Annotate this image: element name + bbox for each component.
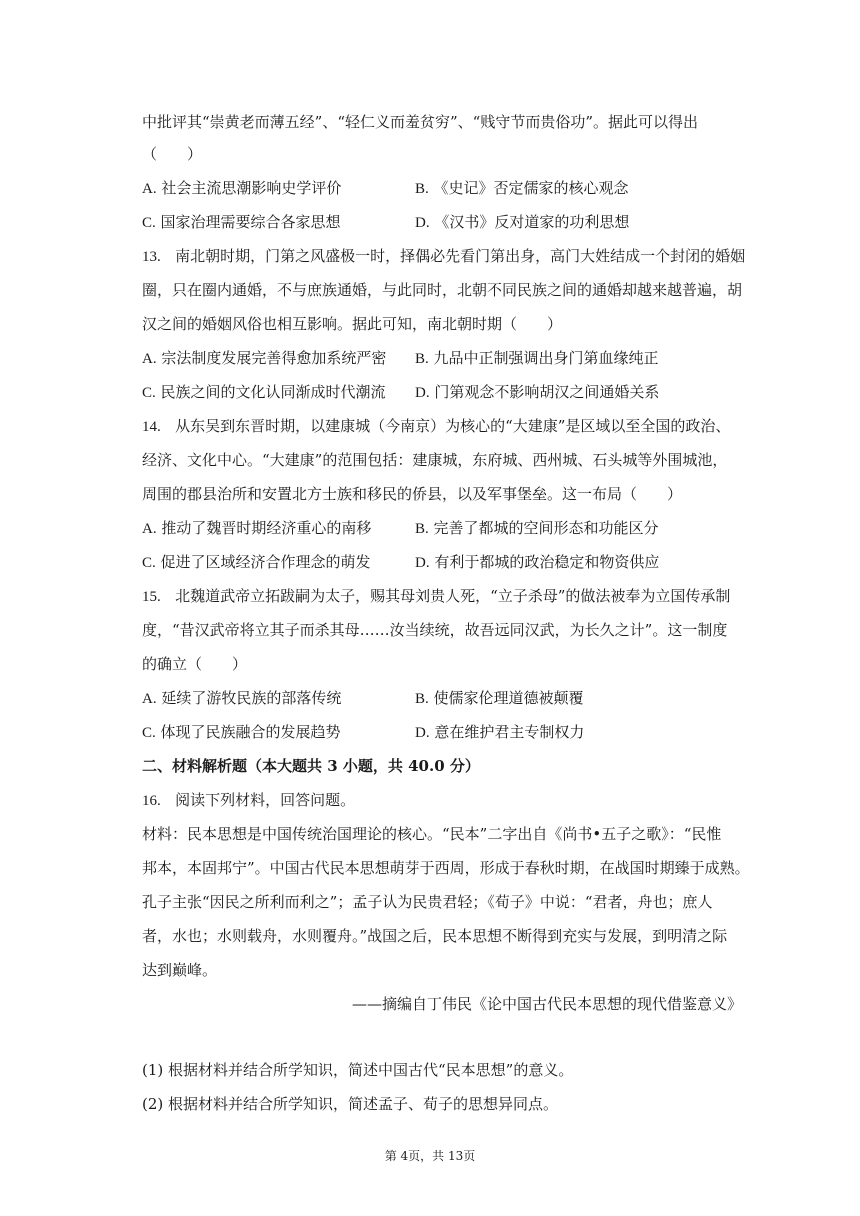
option-letter: C. — [142, 385, 156, 401]
q12-option-c[interactable] — [142, 212, 341, 233]
material-source: ——摘编自丁伟民《论中国古代民本思想的现代借鉴意义》 — [351, 995, 742, 1013]
q15-option-c[interactable] — [142, 722, 341, 743]
option-text: 体现了民族融合的发展趋势 — [160, 723, 341, 741]
option-letter: B. — [415, 351, 429, 367]
subquestion-2: (2) 根据材料并结合所学知识，简述孟子、荀子的思想异同点。 — [142, 1095, 559, 1113]
option-letter: B. — [415, 181, 429, 197]
option-text: 有利于都城的政治稳定和物资供应 — [434, 553, 660, 571]
q14-stem-line3: 周围的郡县治所和安置北方士族和移民的侨县，以及军事堡垒。这一布局（ ） — [142, 485, 683, 503]
option-letter: A. — [142, 351, 157, 367]
option-text: 《史记》否定儒家的核心观念 — [433, 179, 629, 197]
option-letter: A. — [142, 181, 157, 197]
option-text: 国家治理需要综合各家思想 — [160, 213, 341, 231]
q14-option-c[interactable] — [142, 552, 371, 573]
option-letter: D. — [415, 725, 430, 741]
option-text: 推动了魏晋时期经济重心的南移 — [161, 519, 372, 537]
material-line: 达到巅峰。 — [142, 961, 218, 979]
material-line: 者，水也；水则载舟，水则覆舟。”战国之后，民本思想不断得到充实与发展，到明清之际 — [142, 927, 728, 945]
q16-intro — [142, 790, 762, 811]
option-text: 延续了游牧民族的部落传统 — [161, 689, 342, 707]
q14-option-d[interactable] — [415, 552, 659, 573]
option-text: 宗法制度发展完善得愈加系统严密 — [161, 349, 387, 367]
question-number: 14. — [142, 419, 161, 435]
section-heading: 二、材料解析题（本大题共 3 小题，共 40.0 分） — [142, 757, 480, 775]
option-letter: A. — [142, 691, 157, 707]
q12-option-a[interactable] — [142, 178, 341, 199]
page-footer: 第 4页，共 13页 — [384, 1149, 476, 1163]
q13-stem-line1 — [142, 246, 762, 267]
q15-option-a[interactable] — [142, 688, 341, 709]
material-line: 孔子主张“因民之所利而利之”；孟子认为民贵君轻；《荀子》中说：“君者，舟也；庶人 — [142, 893, 713, 911]
q15-stem-line2: 度，“昔汉武帝将立其子而杀其母……汝当续统，故吾远同汉武，为长久之计”。这一制度 — [142, 621, 728, 639]
q14-option-a[interactable] — [142, 518, 371, 539]
option-letter: D. — [415, 385, 430, 401]
subquestion-1: (1) 根据材料并结合所学知识，简述中国古代“民本思想”的意义。 — [142, 1061, 574, 1079]
q12-stem-line2: （ ） — [142, 145, 203, 163]
q13-stem-line2: 圈，只在圈内通婚，不与庶族通婚，与此同时，北朝不同民族之间的通婚却越来越普遍，胡 — [142, 281, 743, 299]
question-text: 北魏道武帝立拓跋嗣为太子，赐其母刘贵人死，“立子杀母”的做法被奉为立国传承制 — [175, 587, 731, 605]
q15-option-d[interactable] — [415, 722, 584, 743]
option-text: 《汉书》反对道家的功利思想 — [434, 213, 630, 231]
option-text: 社会主流思潮影响史学评价 — [161, 179, 342, 197]
option-text: 民族之间的文化认同渐成时代潮流 — [160, 383, 386, 401]
option-text: 使儒家伦理道德被颠覆 — [433, 689, 584, 707]
q14-option-b[interactable] — [415, 518, 659, 539]
option-letter: C. — [142, 725, 156, 741]
q13-option-b[interactable] — [415, 348, 659, 369]
q15-stem-line1 — [142, 586, 762, 607]
option-letter: D. — [415, 215, 430, 231]
q13-stem-line3: 汉之间的婚姻风俗也相互影响。据此可知，南北朝时期（ ） — [142, 315, 563, 333]
option-letter: D. — [415, 555, 430, 571]
q12-option-d[interactable] — [415, 212, 629, 233]
option-letter: B. — [415, 521, 429, 537]
option-text: 完善了都城的空间形态和功能区分 — [433, 519, 659, 537]
question-text: 从东吴到东晋时期，以建康城（今南京）为核心的“大建康”是区域以至全国的政治、 — [175, 417, 731, 435]
option-text: 促进了区域经济合作理念的萌发 — [160, 553, 371, 571]
q13-option-d[interactable] — [415, 382, 659, 403]
q14-stem-line1 — [142, 416, 762, 437]
q14-stem-line2: 经济、文化中心。“大建康”的范围包括：建康城，东府城、西州城、石头城等外围城池， — [142, 451, 728, 469]
question-number: 13. — [142, 249, 161, 265]
q15-option-b[interactable] — [415, 688, 584, 709]
q13-option-c[interactable] — [142, 382, 386, 403]
q13-option-a[interactable] — [142, 348, 386, 369]
q12-option-b[interactable] — [415, 178, 629, 199]
q15-stem-line3: 的确立（ ） — [142, 655, 248, 673]
option-letter: C. — [142, 215, 156, 231]
material-line: 材料：民本思想是中国传统治国理论的核心。“民本”二字出自《尚书•五子之歌》：“民惟 — [142, 825, 722, 843]
question-text: 南北朝时期，门第之风盛极一时，择偶必先看门第出身，高门大姓结成一个封闭的婚姻 — [175, 247, 746, 265]
option-text: 九品中正制强调出身门第血缘纯正 — [433, 349, 659, 367]
q12-stem-line1: 中批评其“崇黄老而薄五经”、“轻仁义而羞贫穷”、“贱守节而贵俗功”。据此可以得出 — [142, 113, 699, 131]
question-text: 阅读下列材料，回答问题。 — [175, 791, 356, 809]
option-letter: B. — [415, 691, 429, 707]
option-text: 意在维护君主专制权力 — [434, 723, 585, 741]
option-letter: A. — [142, 521, 157, 537]
question-number: 15. — [142, 589, 161, 605]
option-letter: C. — [142, 555, 156, 571]
option-text: 门第观念不影响胡汉之间通婚关系 — [434, 383, 660, 401]
material-line: 邦本，本固邦宁”。中国古代民本思想萌芽于西周，形成于春秋时期，在战国时期臻于成熟。 — [142, 859, 750, 877]
question-number: 16. — [142, 793, 161, 809]
